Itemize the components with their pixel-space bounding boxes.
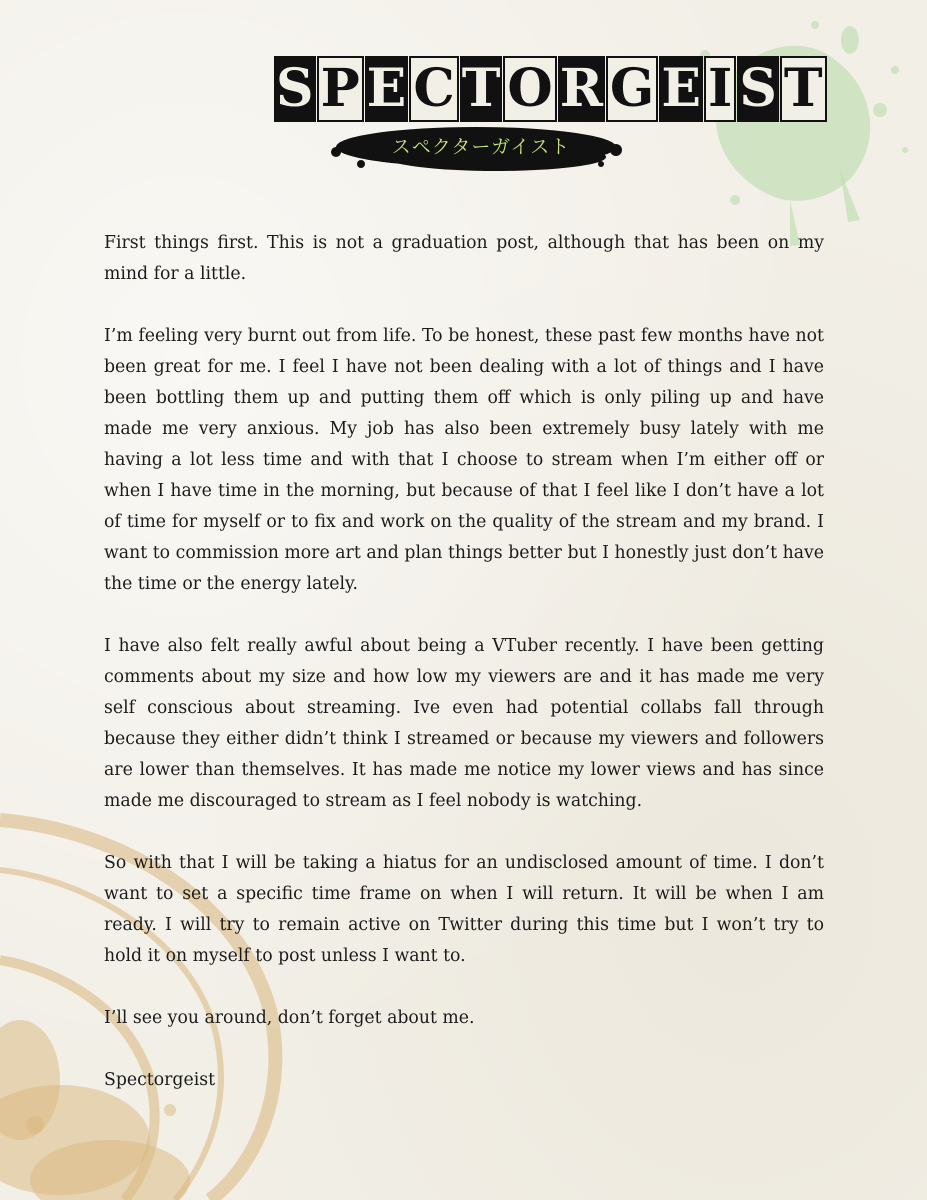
paragraph-intro: First things first. This is not a graduation post, although that has been on my mind for a little. [104, 233, 824, 284]
logo-letter: E [365, 56, 409, 122]
logo-letter: E [659, 56, 703, 122]
logo-letter: I [704, 56, 736, 122]
logo-katakana-subtitle: スペクターガイスト [391, 136, 571, 158]
spectorgeist-logo [266, 52, 823, 182]
paragraph-hiatus: So with that I will be taking a hiatus for an undisclosed amount of time. I don’t want to set a specific time frame on when I will return. It will be when I am ready. I will try to remain active on Twitter during this time but I won’t try to hold it on myself to post unless I want to. [104, 853, 824, 966]
logo-letter: S [737, 56, 779, 122]
paragraph-vtuber: I have also felt really awful about being a VTuber recently. I have been getting comments about my size and how low my viewers are and it has made me very self conscious about streaming. Ive even had potential collabs fall through because they either didn’t think I streamed or because my viewers and followers are lower than themselves. It has made me notice my lower views and has since made me discouraged to stream as I feel nobody is watching. [104, 636, 824, 811]
logo-letter: C [409, 56, 458, 122]
paragraph-farewell: I’ll see you around, don’t forget about me. [104, 1008, 475, 1028]
logo-letter: S [274, 56, 316, 122]
logo-wordmark [274, 56, 827, 122]
letter-body [104, 228, 824, 1096]
logo-letter: P [317, 56, 364, 122]
signature: Spectorgeist [104, 1070, 216, 1090]
logo-letter: G [606, 56, 658, 122]
logo-letter: T [780, 56, 827, 122]
logo-letter: T [460, 56, 503, 122]
logo-letter: R [558, 56, 605, 122]
logo-letter: O [503, 56, 556, 122]
paragraph-burnout: I’m feeling very burnt out from life. To be honest, these past few months have not been great for me. I feel I have not been dealing with a lot of things and I have been bottling them up and putting them off which is only piling up and have made me very anxious. My job has also been extremely busy lately with me having a lot less time and with that I choose to stream when I’m either off or when I have time in the morning, but because of that I feel like I don’t have a lot of time for myself or to fix and work on the quality of the stream and my brand. I want to commission more art and plan things better but I honestly just don’t have the time or the energy lately. [104, 326, 824, 594]
